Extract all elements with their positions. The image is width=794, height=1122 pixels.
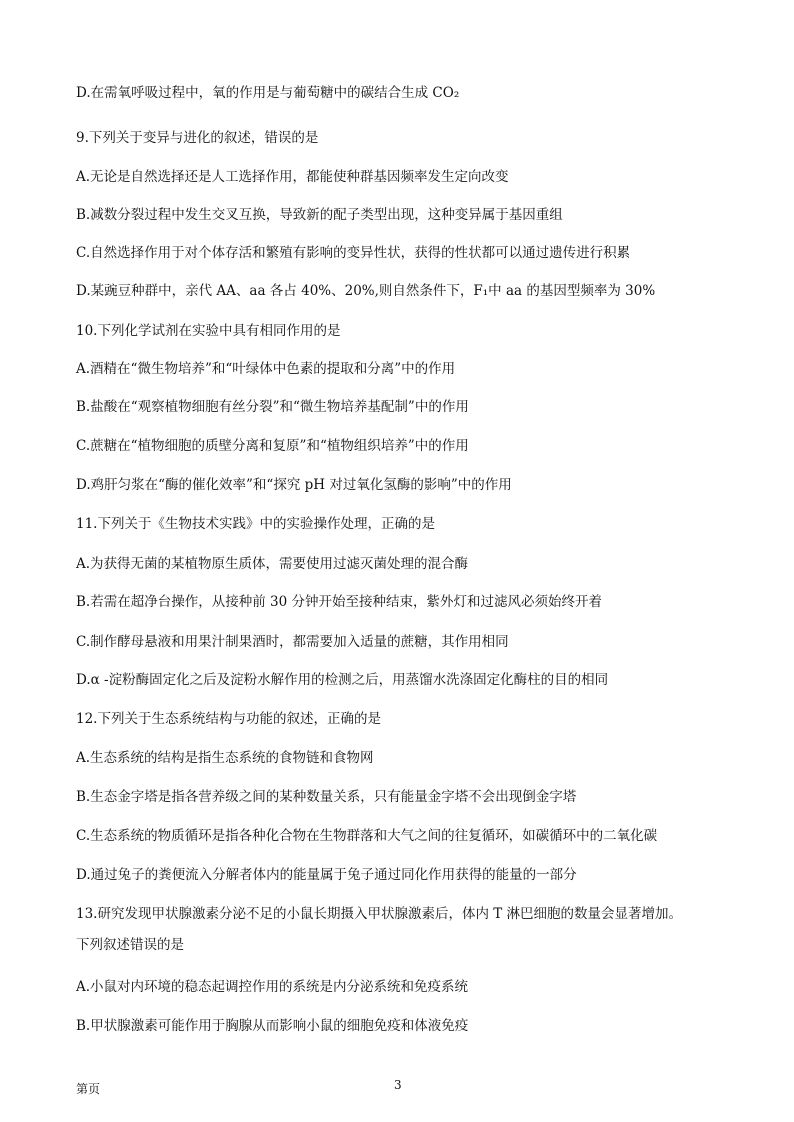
text-line: D.在需氧呼吸过程中，氧的作用是与葡萄糖中的碳结合生成 CO₂ [76,85,460,101]
option-11d: D.α -淀粉酶固定化之后及淀粉水解作用的检测之后，用蒸馏水洗涤固定化酶柱的目的相同 [76,672,609,688]
question-9-stem: 9.下列关于变异与进化的叙述，错误的是 [76,130,319,146]
option-12a: A.生态系统的结构是指生态系统的食物链和食物网 [76,750,374,766]
option-9a: A.无论是自然选择还是人工选择作用，都能使种群基因频率发生定向改变 [76,169,509,185]
option-11b: B.若需在超净台操作，从接种前 30 分钟开始至接种结束，紫外灯和过滤风必须始终开着 [76,594,602,610]
option-10b: B.盐酸在“观察植物细胞有丝分裂”和“微生物培养基配制”中的作用 [76,399,469,415]
footer-page-number: 3 [394,1078,402,1092]
question-13-stem: 13.研究发现甲状腺激素分泌不足的小鼠长期摄入甲状腺激素后，体内 T 淋巴细胞的数量会显著增加。 [76,906,683,922]
option-10d: D.鸡肝匀浆在“酶的催化效率”和“探究 pH 对过氧化氢酶的影响”中的作用 [76,477,512,493]
option-11c: C.制作酵母悬液和用果汁制果酒时，都需要加入适量的蔗糖，其作用相同 [76,634,509,650]
option-13a: A.小鼠对内环境的稳态起调控作用的系统是内分泌系统和免疫系统 [76,979,469,995]
question-12-stem: 12.下列关于生态系统结构与功能的叙述，正确的是 [76,711,381,727]
option-12b: B.生态金字塔是指各营养级之间的某种数量关系，只有能量金字塔不会出现倒金字塔 [76,789,577,805]
question-10-stem: 10.下列化学试剂在实验中具有相同作用的是 [76,323,341,339]
option-11a: A.为获得无菌的某植物原生质体，需要使用过滤灭菌处理的混合酶 [76,556,469,572]
option-12d: D.通过兔子的粪便流入分解者体内的能量属于兔子通过同化作用获得的能量的一部分 [76,867,577,883]
option-13b: B.甲状腺激素可能作用于胸腺从而影响小鼠的细胞免疫和体液免疫 [76,1018,469,1034]
footer-page-label: 第页 [76,1082,101,1096]
option-9d: D.某豌豆种群中，亲代 AA、aa 各占 40%、20%,则自然条件下，F₁中 aa 的基因型频率为 30% [76,283,656,299]
option-10a: A.酒精在“微生物培养”和“叶绿体中色素的提取和分离”中的作用 [76,361,456,377]
option-9b: B.减数分裂过程中发生交叉互换，导致新的配子类型出现，这种变异属于基因重组 [76,207,563,223]
question-11-stem: 11.下列关于《生物技术实践》中的实验操作处理，正确的是 [76,516,435,532]
option-10c: C.蔗糖在“植物细胞的质壁分离和复原”和“植物组织培养”中的作用 [76,438,469,454]
question-13-stem-cont: 下列叙述错误的是 [76,937,184,953]
option-12c: C.生态系统的物质循环是指各种化合物在生物群落和大气之间的往复循环，如碳循环中的二氧化碳 [76,828,658,844]
option-9c: C.自然选择作用于对个体存活和繁殖有影响的变异性状，获得的性状都可以通过遗传进行积累 [76,245,631,261]
